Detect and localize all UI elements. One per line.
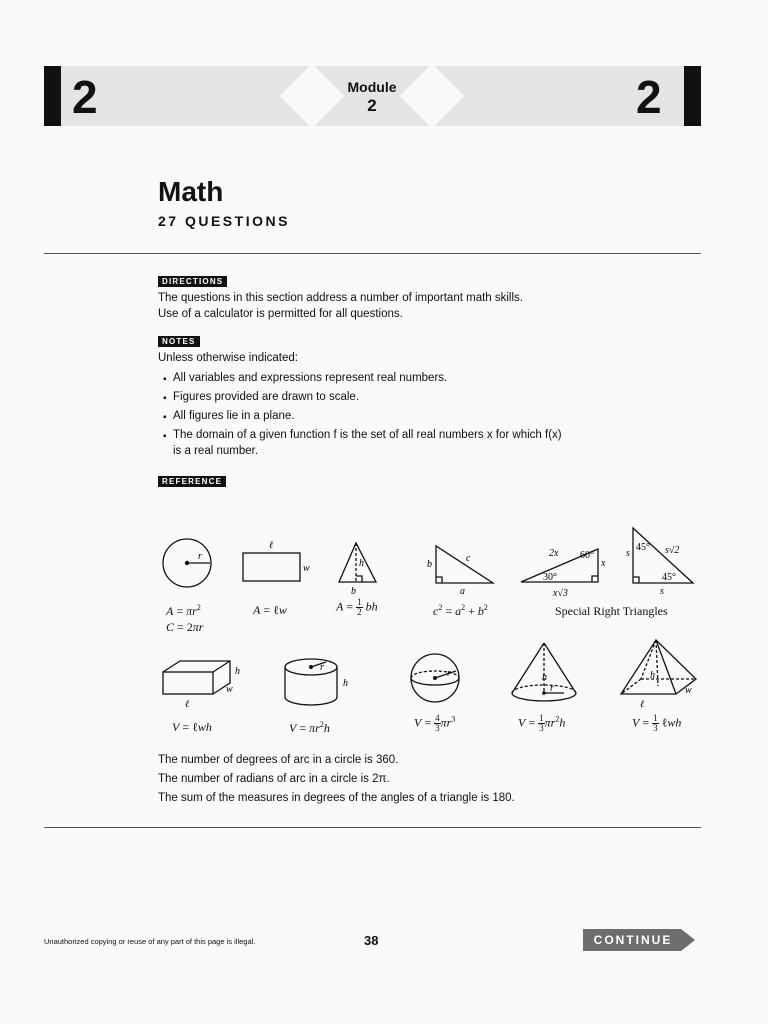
cylinder-volume-formula: $V = \pi r^2h$ xyxy=(289,720,330,735)
section-title: Math xyxy=(158,176,224,207)
box-figure xyxy=(163,672,213,694)
fact-triangle-angles: The sum of the measures in degrees of the angles of a triangle is 180. xyxy=(158,792,515,804)
t3060-30-label: 30° xyxy=(543,572,557,583)
pyr-w-label: w xyxy=(685,685,692,696)
t3060-x-label: x xyxy=(601,558,606,569)
notes-bullet-1: All variables and expressions represent real numbers. xyxy=(173,372,448,384)
t3060-xroot3-label: x√3 xyxy=(553,588,568,599)
header-left-number: 2 xyxy=(72,71,98,123)
cone-figure xyxy=(512,643,544,693)
tri-h-label: h xyxy=(359,558,364,569)
box-volume-formula: V = ℓwh xyxy=(172,720,212,734)
bullet-marker: ▪ xyxy=(163,431,167,442)
cyl-r-label: r xyxy=(320,662,324,673)
notes-bullet-4: The domain of a given function f is the set of all real numbers x for which f(x) xyxy=(173,429,562,441)
circle-r-label: r xyxy=(198,551,202,562)
notes-bullet-2: Figures provided are drawn to scale. xyxy=(173,391,360,403)
right-triangle-figure xyxy=(436,546,493,583)
directions-line-2: Use of a calculator is permitted for all questions. xyxy=(158,308,403,320)
pythagorean-formula: $c^2 = a^2 + b^2$ xyxy=(433,603,488,618)
tri-area-formula: A = $\frac{1}{2}$ bh xyxy=(336,597,378,617)
notes-intro: Unless otherwise indicated: xyxy=(158,352,298,364)
cone-volume-formula: V = $\frac{1}{3}$ $\pi r^2h$ xyxy=(518,713,566,733)
cone-r-label: r xyxy=(550,683,554,694)
pyr-h-label: h xyxy=(650,670,655,681)
rt-b-label: b xyxy=(427,559,432,570)
rectangle-figure xyxy=(243,553,300,581)
t45-s-bottom-label: s xyxy=(660,586,664,597)
circle-area-formula: $A = \pi r^2$ xyxy=(166,603,201,618)
t45-45-bottom-label: 45° xyxy=(662,572,676,583)
rect-l-label: ℓ xyxy=(269,540,274,551)
sphere-volume-formula: V = $\frac{4}{3}$ $\pi r^3$ xyxy=(414,713,456,733)
circle-circumference-formula: C = 2πr xyxy=(166,620,204,634)
directions-line-1: The questions in this section address a number of important math skills. xyxy=(158,292,523,304)
pyr-l-label: ℓ xyxy=(640,699,645,710)
rect-w-label: w xyxy=(303,563,310,574)
header-right-number: 2 xyxy=(636,71,662,123)
fact-radians: The number of radians of arc in a circle is 2π. xyxy=(158,773,390,785)
rt-a-label: a xyxy=(460,586,465,597)
t3060-2x-label: 2x xyxy=(549,548,559,559)
reference-tag: REFERENCE xyxy=(158,476,226,487)
cyl-h-label: h xyxy=(343,678,348,689)
page-number: 38 xyxy=(364,933,379,948)
special-right-triangles-caption: Special Right Triangles xyxy=(555,604,668,618)
continue-button[interactable]: CONTINUE xyxy=(593,933,673,947)
module-label: Module xyxy=(347,79,397,95)
section-subtitle: 27 QUESTIONS xyxy=(158,213,290,229)
bullet-marker: ▪ xyxy=(163,374,167,385)
bottom-divider xyxy=(44,827,701,828)
rt-c-label: c xyxy=(466,553,471,564)
box-w-label: w xyxy=(226,684,233,695)
t45-sroot2-label: s√2 xyxy=(665,545,680,556)
copyright-notice: Unauthorized copying or reuse of any part of this page is illegal. xyxy=(44,937,256,946)
box-h-label: h xyxy=(235,666,240,677)
fact-degrees: The number of degrees of arc in a circle is 360. xyxy=(158,754,399,766)
bullet-marker: ▪ xyxy=(163,393,167,404)
module-number: 2 xyxy=(367,96,377,115)
t3060-60-label: 60° xyxy=(580,550,594,561)
notes-bullet-3: All figures lie in a plane. xyxy=(173,410,295,422)
directions-tag: DIRECTIONS xyxy=(158,276,227,287)
pyramid-volume-formula: V = $\frac{1}{3}$ ℓwh xyxy=(632,713,682,733)
cone-h-label: h xyxy=(542,672,547,683)
sphere-r-label: r xyxy=(447,668,451,679)
t45-45-top-label: 45° xyxy=(636,542,650,553)
t45-s-left-label: s xyxy=(626,548,630,559)
tri-b-label: b xyxy=(351,586,356,597)
rect-area-formula: A = ℓw xyxy=(253,603,287,617)
bullet-marker: ▪ xyxy=(163,412,167,423)
notes-bullet-4-cont: is a real number. xyxy=(173,445,259,457)
box-l-label: ℓ xyxy=(185,699,190,710)
notes-tag: NOTES xyxy=(158,336,200,347)
